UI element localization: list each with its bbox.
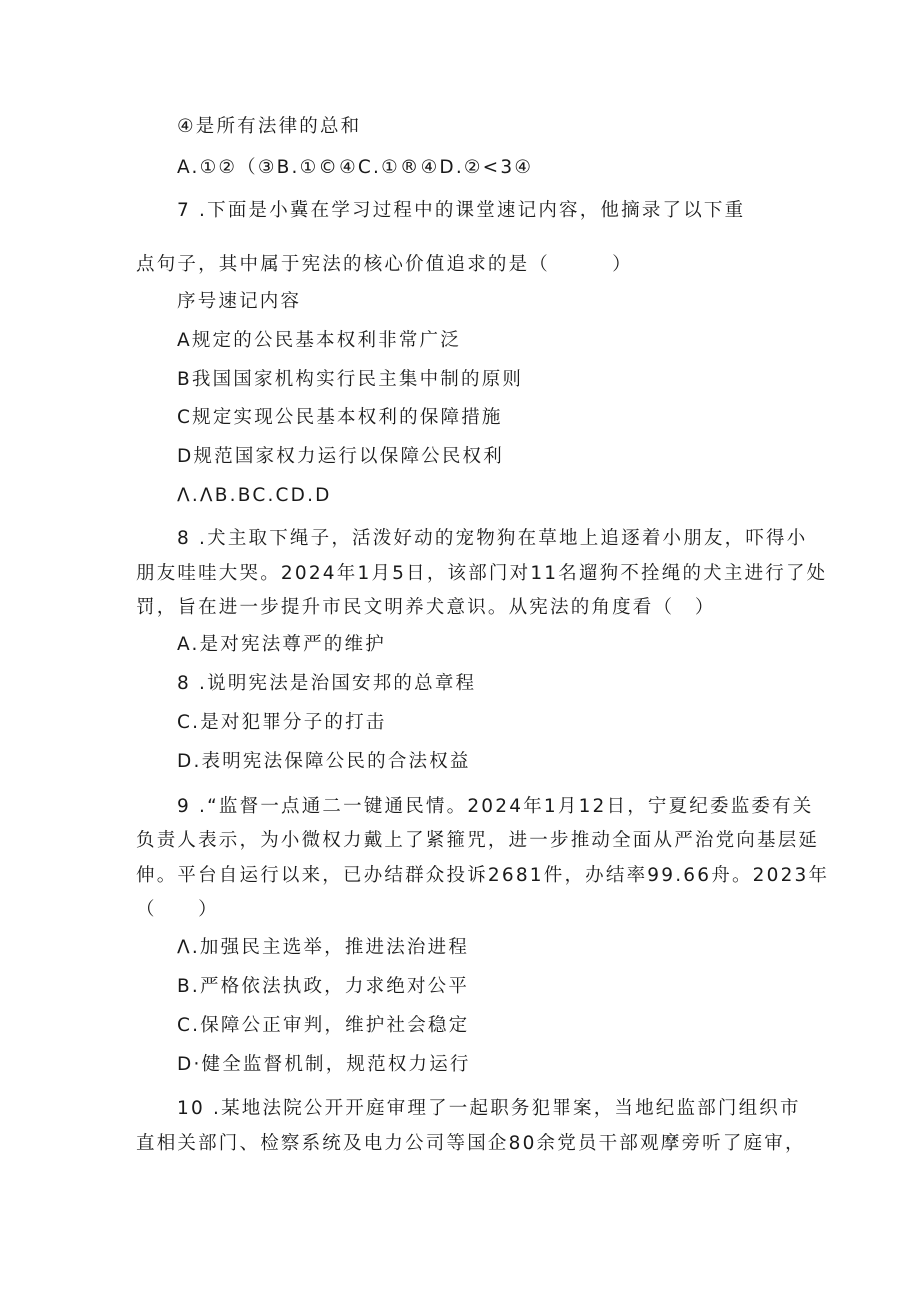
option-c-q9: C.保障公正审判，维护社会稳定 — [177, 1015, 470, 1036]
table-header: 序号速记内容 — [177, 291, 302, 312]
question-8-line-2: 朋友哇哇大哭。2024年1月5日，该部门对11名遛狗不拴绳的犬主进行了处 — [136, 563, 828, 584]
question-10-line-1: 10 .某地法院公开开庭审理了一起职务犯罪案，当地纪监部门组织市 — [177, 1098, 801, 1119]
question-7-line-1: 7 .下面是小冀在学习过程中的课堂速记内容，他摘录了以下重 — [177, 200, 746, 221]
option-d-q8: D.表明宪法保障公民的合法权益 — [177, 751, 471, 772]
question-8-line-1: 8 .犬主取下绳子，活泼好动的宠物狗在草地上追逐着小朋友，吓得小 — [177, 528, 808, 549]
question-9-line-1: 9 .“监督一点通二一键通民情。2024年1月12日，宁夏纪委监委有关 — [177, 796, 814, 817]
answer-options-q6: A.①②（③B.①©④C.①®④D.②<3④ — [177, 157, 534, 178]
option-a-q9: Λ.加强民主选举，推进法治进程 — [177, 937, 470, 958]
table-row-b: B我国国家机构实行民主集中制的原则 — [177, 369, 524, 390]
table-row-d: D规范国家权力运行以保障公民权利 — [177, 446, 504, 467]
text-line: ④是所有法律的总和 — [177, 116, 362, 137]
table-row-c: C规定实现公民基本权利的保障措施 — [177, 407, 503, 428]
option-b-q9: B.严格依法执政，力求绝对公平 — [177, 976, 470, 997]
option-a-q8: A.是对宪法尊严的维护 — [177, 634, 386, 655]
table-row-a: A规定的公民基本权利非常广泛 — [177, 330, 461, 351]
option-d-q9: D·健全监督机制，规范权力运行 — [177, 1054, 471, 1075]
question-9-line-2: 负责人表示，为小微权力戴上了紧箍咒，进一步推动全面从严治党向基层延 — [136, 830, 820, 851]
option-b-q8: 8 .说明宪法是治国安邦的总章程 — [177, 673, 477, 694]
question-9-line-3: 伸。平台自运行以来，已办结群众投诉2681件，办结率99.66舟。2023年 — [136, 865, 830, 886]
answer-options-q7: Λ.ΛB.BC.CD.D — [177, 485, 332, 506]
question-10-line-2: 直相关部门、检察系统及电力公司等国企80余党员干部观摩旁听了庭审， — [136, 1133, 806, 1154]
question-8-line-3: 罚，旨在进一步提升市民文明养犬意识。从宪法的角度看（ ） — [136, 597, 716, 618]
question-9-bracket: （ ） — [136, 899, 219, 920]
option-c-q8: C.是对犯罪分子的打击 — [177, 712, 387, 733]
question-7-line-2: 点句子，其中属于宪法的核心价值追求的是（ ） — [136, 254, 633, 275]
